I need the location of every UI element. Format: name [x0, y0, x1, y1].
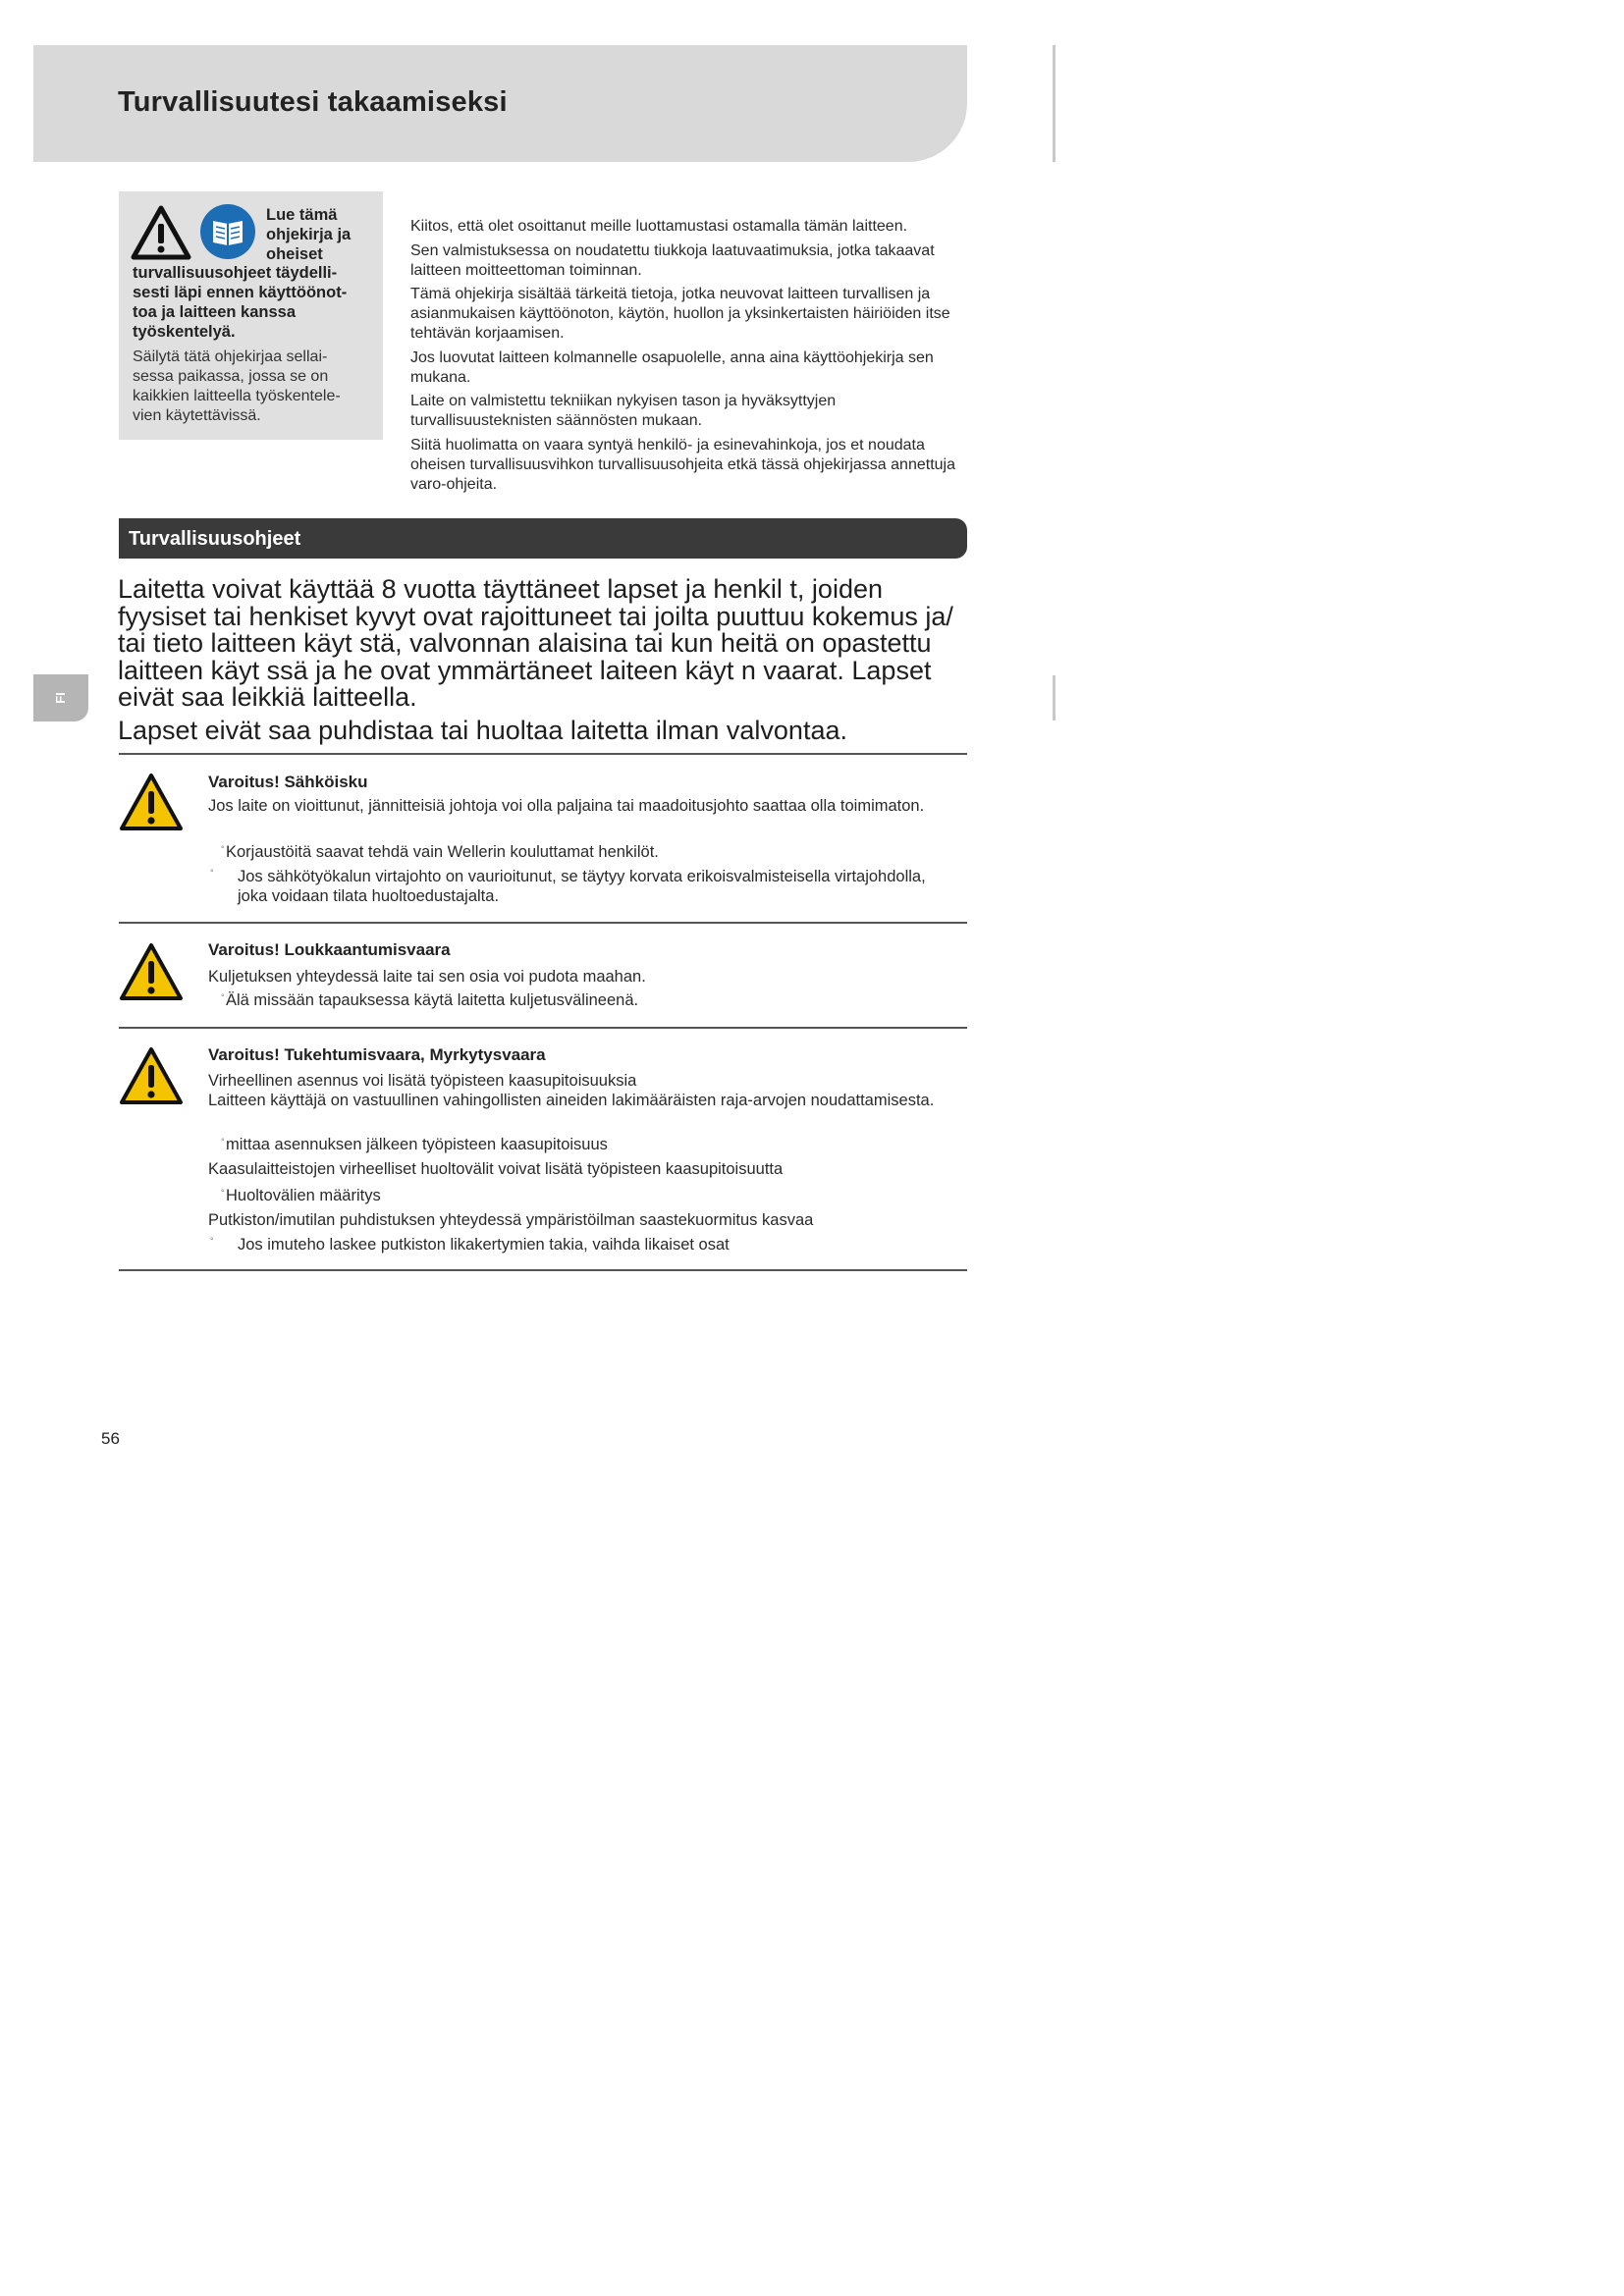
warning-title: Varoitus! Tukehtumisvaara, Myrkytysvaara — [208, 1045, 546, 1064]
intro-paragraph: Jos luovutat laitteen kolmannelle osapuolelle, anna aina käyttöohjekirja sen mukana. — [410, 348, 934, 386]
bullet-icon: ° — [221, 844, 225, 854]
notice-bold-text: turvallisuusohjeet täydelli- sesti läpi ennen käyttöönot- toa ja laitteen kanssa työskentelyä. — [133, 264, 348, 341]
warning-title: Varoitus! Sähköisku — [208, 773, 368, 791]
bullet-icon: ° — [210, 1236, 214, 1246]
bullet-icon: ° — [221, 1137, 225, 1147]
page-title: Turvallisuutesi takaamiseksi — [118, 86, 508, 118]
section-title: Turvallisuusohjeet — [129, 528, 301, 550]
page-number: 56 — [101, 1429, 120, 1448]
warning-text: Laitteen käyttäjä on vastuullinen vahingollisten aineiden lakimääräisten raja-arvojen noudattamisesta. — [208, 1092, 935, 1109]
intro-paragraph: Kiitos, että olet osoittanut meille luottamustasi ostamalla tämän laitteen. — [410, 218, 908, 235]
warning-icon — [119, 942, 184, 1001]
warning-subitem: Älä missään tapauksessa käytä laitetta kuljetusvälineenä. — [226, 991, 639, 1009]
warning-subitem: Korjaustöitä saavat tehdä vain Wellerin kouluttamat henkilöt. — [226, 843, 659, 861]
notice-body-text: Säilytä tätä ohjekirjaa sellai- sessa paikassa, jossa se on kaikkien laitteella työskentele- vien käytettävissä. — [133, 348, 341, 424]
warning-triangle-icon — [131, 205, 191, 260]
warning-subitem: mittaa asennuksen jälkeen työpisteen kaasupitoisuus — [226, 1136, 608, 1153]
warning-subitem: Jos imuteho laskee putkiston likakertymien takia, vaihda likaiset osat — [238, 1236, 730, 1254]
children-notice-cleaning: Lapset eivät saa puhdistaa tai huoltaa laitetta ilman valvontaa. — [118, 715, 847, 745]
language-tab-label: FI — [53, 692, 68, 704]
intro-paragraph: Tämä ohjekirja sisältää tärkeitä tietoja, jotka neuvovat laitteen turvallisen ja asianmukaisen käyttöönoton, käytön, huollon ja yksinkertaisten häiriöiden itse tehtävän korjaamisen. — [410, 286, 950, 342]
read-manual-notice — [119, 191, 383, 440]
warning-icon — [119, 773, 184, 831]
intro-text — [410, 217, 972, 499]
children-notice — [118, 576, 972, 744]
warning-text: Putkiston/imutilan puhdistuksen yhteydessä ympäristöilman saastekuormitus kasvaa — [208, 1211, 814, 1229]
warning-text: Virheellinen asennus voi lisätä työpisteen kaasupitoisuuksia — [208, 1072, 637, 1090]
warning-text: Jos laite on vioittunut, jännitteisiä johtoja voi olla paljaina tai maadoitusjohto saattaa olla toimimaton. — [208, 797, 925, 815]
bullet-icon: ° — [221, 1188, 225, 1198]
notice-heading: Lue tämä ohjekirja ja oheiset — [266, 206, 352, 263]
divider — [119, 1027, 967, 1029]
edge-marker-middle — [1053, 675, 1056, 721]
bullet-icon: ° — [221, 992, 225, 1002]
divider — [119, 753, 967, 755]
warning-text: Kaasulaitteistojen virheelliset huoltovälit voivat lisätä työpisteen kaasupitoisuutta — [208, 1160, 784, 1178]
intro-paragraph: Sen valmistuksessa on noudatettu tiukkoja laatuvaatimuksia, jotka takaavat laitteen moitteettoman toiminnan. — [410, 241, 935, 279]
warning-title: Varoitus! Loukkaantumisvaara — [208, 940, 451, 959]
divider — [119, 922, 967, 924]
warning-subitem: Huoltovälien määritys — [226, 1187, 381, 1204]
intro-paragraph: Laite on valmistettu tekniikan nykyisen tason ja hyväksyttyjen turvallisuusteknisten säännösten mukaan. — [410, 393, 837, 429]
intro-paragraph: Siitä huolimatta on vaara syntyä henkilö- ja esinevahinkoja, jos et noudata oheisen turvallisuusvihkon turvallisuusohjeita etkä tässä ohjekirjassa annettuja varo-ohjeita. — [410, 436, 955, 493]
read-manual-icon — [199, 203, 256, 260]
warning-subitem: Jos sähkötyökalun virtajohto on vaurioitunut, se täytyy korvata erikoisvalmisteisella virtajohdolla, joka voidaan tilata huoltoedustajalta. — [238, 868, 926, 905]
divider — [119, 1269, 967, 1271]
edge-marker-top — [1053, 45, 1056, 162]
bullet-icon: ° — [210, 868, 214, 878]
children-notice-main: Laitetta voivat käyttää 8 vuotta täyttäneet lapset ja henkil t, joiden fyysiset tai henkiset kyvyt ovat rajoittuneet tai joilta puuttuu kokemus ja/ tai tieto laitteen käyt stä, valvonnan alaisina tai kun heitä on opastettu laitteen käyt ssä ja he ovat ymmärtäneet laiteen käyt n vaarat. Lapset eivät saa leikkiä laitteella. — [118, 574, 953, 712]
warning-text: Kuljetuksen yhteydessä laite tai sen osia voi pudota maahan. — [208, 968, 646, 986]
warning-icon — [119, 1046, 184, 1105]
